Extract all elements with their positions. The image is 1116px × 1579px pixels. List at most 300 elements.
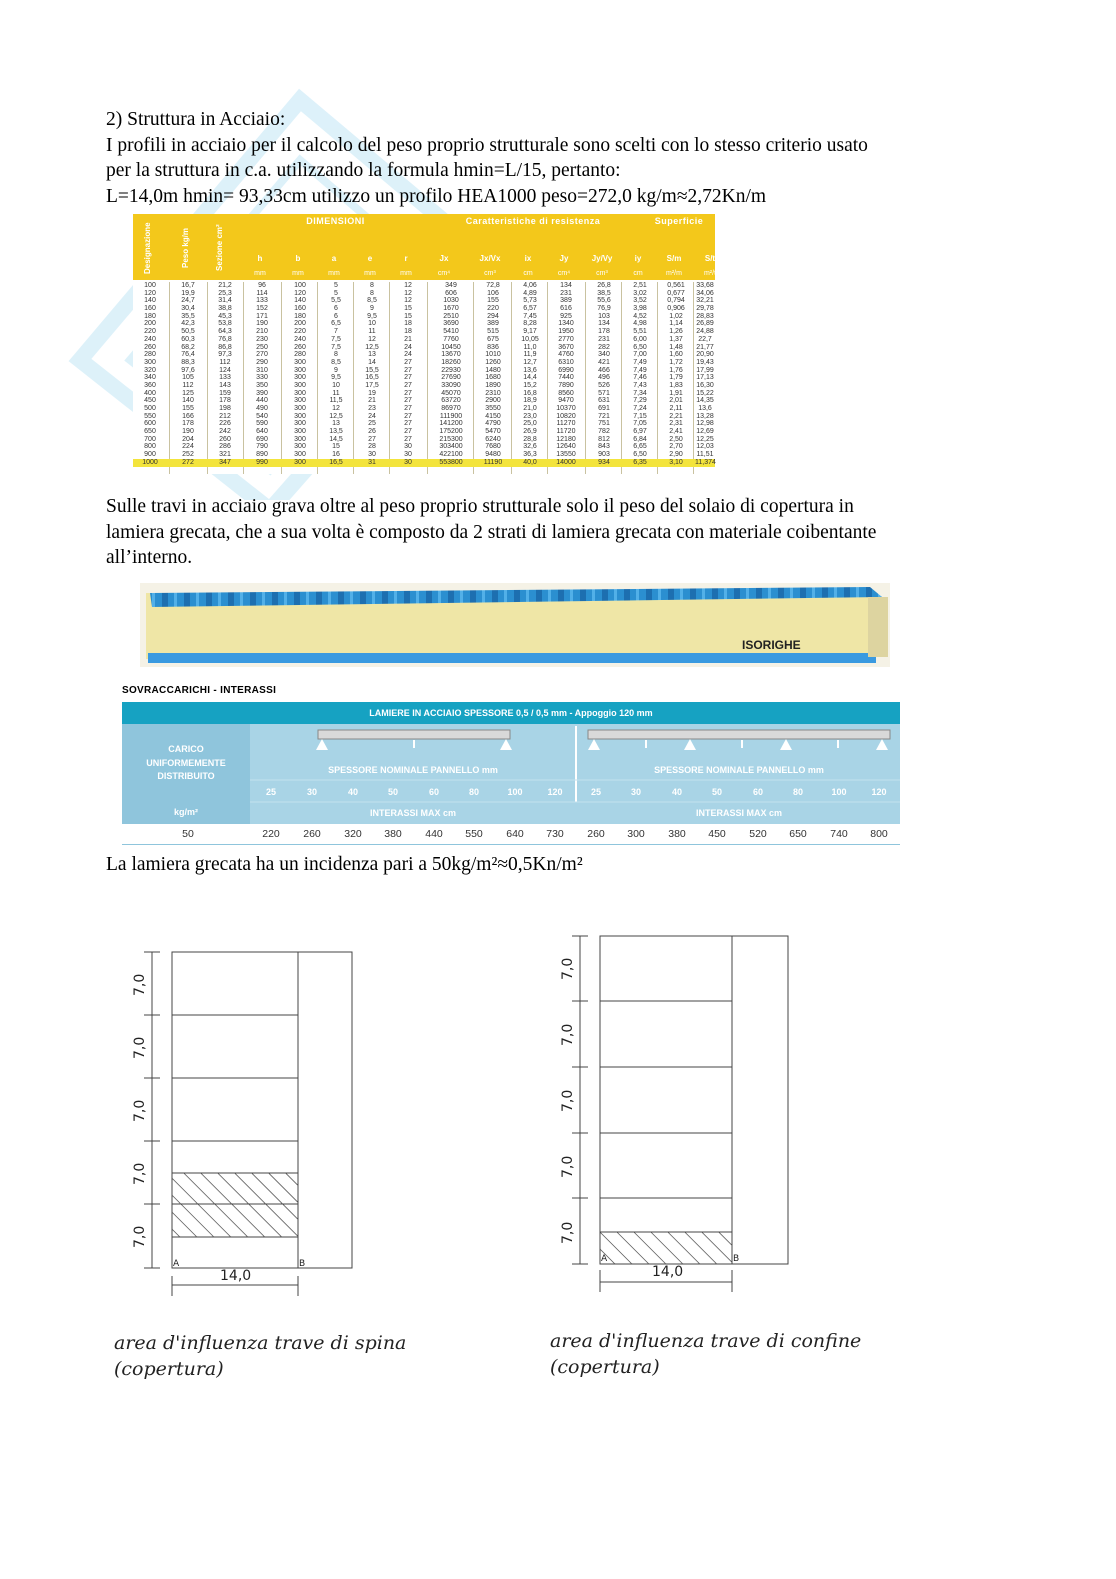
hea-table-cell: 4150 [485,412,501,420]
hea-table-cell: 26 [368,428,376,436]
hea-table-cell: 7,49 [633,358,647,366]
sov-left-label: CARICO [168,744,204,754]
sov-thickness: 100 [831,787,847,797]
para2-line3: all’interno. [106,547,193,569]
influence-drawing-confine [548,926,808,1296]
hea-table-cell: 1480 [485,366,501,374]
hea-column-header: Jy [559,254,569,263]
hea-table-cell: 20,90 [696,351,714,359]
hea-table-cell: 440 [256,397,268,405]
hea-table-cell: 7 [334,328,338,336]
hea-table-cell: 15,5 [365,366,379,374]
hea-table-cell: 106 [487,289,499,297]
hea-table-cell: 1,48 [669,343,683,351]
hea-table-cell: 6,00 [633,335,647,343]
hea-table-cell: 23,0 [523,412,537,420]
hea-table-cell: 1340 [558,320,574,328]
hea-table-cell: 1,14 [669,320,683,328]
dim-label: 7,0 [132,1099,148,1122]
sov-thickness: 80 [468,787,479,797]
hea-table-cell: 42,3 [181,320,195,328]
section-text-2 [106,494,1006,571]
hea-table-cell: 72,8 [486,282,500,289]
hea-table-cell: 2,50 [669,435,683,443]
section-heading: 2) Struttura in Acciaio: [106,109,286,130]
hea-table-cell: 260 [294,343,306,351]
hea-table-cell: 252 [182,451,194,459]
hea-table-cell: 12 [404,289,412,297]
hea-table-cell: 18 [404,320,412,328]
hea-table-cell: 14,35 [696,397,714,405]
para3: La lamiera grecata ha un incidenza pari a 50kg/m²≈0,5Kn/m² [106,854,583,875]
hea-table-cell: 178 [598,328,610,336]
hea-table-cell: 160 [294,305,306,313]
sov-interasse-value: 320 [344,828,362,840]
hea-table-cell: 300 [294,397,306,405]
hea-table-cell: 68,2 [181,343,195,351]
hea-column-header: S/m [666,254,682,263]
hea-table-cell: 6,50 [633,451,647,459]
hea-table-cell: 18,9 [523,397,537,405]
hea-table-cell: 15 [332,443,340,451]
hea-column-header: ix [524,254,532,263]
hea-table-cell: 751 [598,420,610,428]
hea-table-cell: 31,4 [218,297,232,305]
hea-table-cell: 45070 [441,389,461,397]
hea-table-cell: 2,70 [669,443,683,451]
dim-label: 7,0 [560,1221,576,1244]
hea-table-row [133,344,715,352]
hea-table-cell: 800 [144,443,156,451]
sov-interasse-value: 440 [425,828,443,840]
hea-table-cell: 616 [560,305,572,313]
hea-table-row [133,297,715,305]
hea-table-cell: 17,13 [696,374,714,382]
hea-column-unit: cm³ [484,270,496,277]
section-text-3 [106,852,1006,878]
hea-table-row [133,320,715,328]
hea-table-cell: 27 [404,412,412,420]
hea-table-cell: 27 [404,405,412,412]
hea-table-cell: 16,5 [365,374,379,382]
hea-table-cell: 300 [144,358,156,366]
hea-table-cell: 133 [219,374,231,382]
hea-column-header: h [257,254,263,263]
sov-thickness: 30 [306,787,317,797]
hea-table-row [133,390,715,398]
hea-table-cell: 212 [219,412,231,420]
hea-table-cell: 4,89 [523,289,537,297]
sov-thickness: 25 [265,787,276,797]
sov-thickness: 50 [711,787,722,797]
hea-table-cell: 14,5 [329,435,343,443]
para1-line1: I profili in acciaio per il calcolo del peso proprio strutturale sono scelti con lo stesso criterio usato [106,134,868,156]
hea-table-cell: 140 [182,397,194,405]
hea-table-cell: 300 [294,458,306,466]
hea-column-header: b [295,254,301,263]
hea-table-cell: 178 [182,420,194,428]
hea-table-cell: 7,46 [633,374,647,382]
hea-column-header: S/t [704,254,716,263]
hea-table-cell: 1,72 [669,358,683,366]
sov-thickness: 100 [507,787,523,797]
hea-table-cell: 12180 [556,435,576,443]
hea-table-row [133,351,715,359]
hea-table-cell: 300 [294,358,306,366]
hea-table-cell: 152 [256,305,268,313]
hea-table-cell: 7890 [558,381,574,389]
hea-table-row [133,397,715,405]
hea-table-cell: 100 [144,282,156,289]
hea-table-cell: 5 [334,289,338,297]
sov-table-bar: LAMIERE IN ACCIAIO SPESSORE 0,5 / 0,5 mm - Appoggio 120 mm [122,702,900,724]
sov-thickness: 30 [630,787,641,797]
hea-table-cell: 226 [219,420,231,428]
hea-table-cell: 13 [368,351,376,359]
hea-table-cell: 155 [487,297,499,305]
hea-column-header: Jx [439,254,449,263]
hea-table-cell: 321 [219,451,231,459]
dim-label: 7,0 [560,1155,576,1178]
hea-table-cell: 13,6 [698,405,712,412]
hea-column-header: iy [634,254,642,263]
hea-table-row [133,305,715,313]
hea-table-cell: 250 [256,343,268,351]
hea-table-cell: 11 [332,389,340,397]
hea-table-cell: 2510 [443,312,459,320]
hea-table-cell: 13670 [441,351,461,359]
hea-table-cell: 13550 [556,451,576,459]
hea-table-cell: 3550 [485,405,501,412]
sov-thickness: 120 [547,787,563,797]
sov-left-label: UNIFORMEMENTE [146,758,226,768]
sov-interasse-value: 260 [587,828,605,840]
hea-table-cell: 33090 [441,381,461,389]
para1-line2: per la struttura in c.a. utilizzando la formula hmin=L/15, pertanto: [106,160,621,182]
hea-table-cell: 11,374 [695,458,716,466]
hea-table-cell: 7,05 [633,420,647,428]
hea-table-row [133,451,715,459]
hea-table-cell: 3,02 [633,289,647,297]
width-label: 14,0 [220,1268,252,1284]
hea-table-cell: 12,69 [696,428,714,436]
hea-table-cell: 490 [256,405,268,412]
caption-confine [550,1328,861,1380]
hea-table-cell: 30,4 [181,305,195,313]
hea-table-cell: 86,8 [218,343,232,351]
hea-table-cell: 120 [144,289,156,297]
hea-table-cell: 112 [182,381,194,389]
hea-table-cell: 700 [144,435,156,443]
caption-spina [114,1330,406,1382]
hea-table-row [133,436,715,444]
hea-table-cell: 7440 [558,374,574,382]
hea-table-cell: 140 [294,297,306,305]
hea-table-cell: 3,52 [633,297,647,305]
sov-interasse-value: 730 [546,828,564,840]
sov-load-table [122,702,900,846]
hea-table-cell: 450 [144,397,156,405]
hea-group-header: DIMENSIONI [306,216,365,226]
hea-table-cell: 1,79 [669,374,683,382]
hea-table-cell: 27 [404,381,412,389]
hea-side-header: Sezione cm² [215,224,224,272]
hea-table-cell: 180 [144,312,156,320]
hea-table-cell: 166 [182,412,194,420]
hea-table-cell: 76,4 [181,351,195,359]
hea-table-cell: 111900 [439,412,463,420]
hea-table-cell: 1,83 [669,381,683,389]
hea-column-unit: mm [254,270,266,277]
dim-label: 7,0 [132,973,148,996]
hea-table-cell: 38,8 [218,305,232,313]
hea-table-cell: 540 [256,412,268,420]
hea-table-cell: 6310 [558,358,574,366]
hea-table-cell: 15 [404,305,412,313]
hea-table-cell: 903 [598,451,610,459]
hea-table-cell: 12,98 [696,420,714,428]
hea-table-cell: 11,51 [696,451,714,459]
sov-thickness: 50 [387,787,398,797]
hea-table-cell: 8 [370,289,374,297]
hea-table-cell: 112 [219,358,231,366]
hea-column-unit: mm [328,270,340,277]
hea-column-unit: cm⁴ [437,270,451,277]
hea-table-row [133,359,715,367]
hea-table-cell: 260 [219,435,231,443]
hea-table-cell: 231 [560,289,572,297]
hea-table-cell: 14000 [556,458,576,466]
hea-table-cell: 26,89 [696,320,714,328]
hea-table-cell: 300 [294,443,306,451]
hea-table-row [133,443,715,451]
hea-table-cell: 2770 [558,335,574,343]
hea-table-cell: 76,8 [218,335,232,343]
hea-table-row [133,459,715,467]
hea-table-cell: 2,51 [633,282,647,289]
hea-table-cell: 88,3 [181,358,195,366]
hea-table-cell: 190 [182,428,194,436]
hea-table-cell: 360 [144,381,156,389]
hea-table-cell: 10820 [556,412,576,420]
hea-table-cell: 21,0 [523,405,537,412]
hea-table-cell: 17,5 [365,381,379,389]
hea-table-cell: 571 [598,389,610,397]
hea-table-row [133,428,715,436]
hea-table-cell: 25,3 [218,289,232,297]
hea-table-cell: 30 [404,458,412,466]
hea-table-cell: 220 [144,328,156,336]
hea-table-cell: 7,29 [633,397,647,405]
hea-table-cell: 6,50 [633,343,647,351]
hea-table-cell: 11,5 [329,397,343,405]
hea-table-cell: 9 [334,366,338,374]
hea-table-row [133,313,715,321]
hea-table-cell: 6,5 [331,320,341,328]
hea-table-cell: 12,25 [696,435,714,443]
hea-table-cell: 1,91 [669,389,683,397]
hea-table-cell: 13,28 [696,412,714,420]
hea-table-cell: 1670 [443,305,459,313]
hea-table-cell: 240 [144,335,156,343]
hea-table-cell: 10370 [556,405,576,412]
hea-table-row [133,328,715,336]
hea-table-cell: 21,2 [218,282,232,289]
hea-table-cell: 1260 [485,358,501,366]
hea-table-cell: 8,28 [523,320,537,328]
sov-load-value: 50 [182,828,194,840]
hea-table-cell: 27 [404,397,412,405]
hea-table-cell: 650 [144,428,156,436]
hea-table-cell: 1,37 [669,335,683,343]
hea-table-cell: 300 [294,405,306,412]
hea-table-cell: 422100 [439,451,463,459]
hea-table-cell: 180 [294,312,306,320]
sov-thickness: 60 [752,787,763,797]
hea-table-cell: 38,5 [597,289,611,297]
hea-table-cell: 2310 [485,389,501,397]
hea-table-cell: 26,9 [523,428,537,436]
hea-table-cell: 294 [487,312,499,320]
hea-table-cell: 200 [294,320,306,328]
influence-drawing-spina [120,940,380,1310]
hea-table-cell: 300 [294,428,306,436]
hea-table-cell: 36,3 [523,451,537,459]
hea-column-unit: mm [292,270,304,277]
hea-table-cell: 5470 [485,428,501,436]
hea-column-unit: cm [633,270,643,277]
hea-table-cell: 5,5 [331,297,341,305]
hea-table-cell: 63720 [441,397,461,405]
hea-table-cell: 224 [182,443,194,451]
dim-label: 7,0 [560,1089,576,1112]
hea-table-cell: 175200 [439,428,463,436]
hea-side-header: Peso kg/m [181,228,190,269]
hea-table-cell: 8 [334,351,338,359]
hea-table-cell: 27 [404,358,412,366]
caption-line: (copertura) [114,1358,224,1380]
hea-table-cell: 13,6 [523,366,537,374]
hea-table-cell: 19,43 [696,358,714,366]
hea-table-cell: 32,6 [523,443,537,451]
hea-table-cell: 270 [256,351,268,359]
hea-table-cell: 13 [332,420,340,428]
hea-table-cell: 691 [598,405,610,412]
hea-table-cell: 35,5 [181,312,195,320]
caption-line: area d'influenza trave di confine [550,1330,862,1352]
sov-interasse-value: 520 [749,828,767,840]
hea-table-cell: 350 [256,381,268,389]
hea-table-cell: 7,5 [331,335,341,343]
hea-table-cell: 97,6 [181,366,195,374]
hea-table-cell: 12,03 [696,443,714,451]
hea-table-cell: 990 [256,458,268,466]
hea-table-cell: 282 [598,343,610,351]
hea-table-cell: 300 [294,374,306,382]
label-b: B [733,1254,740,1264]
hea-table-cell: 27 [404,389,412,397]
hea-table-cell: 114 [256,289,268,297]
hea-column-unit: cm³ [596,270,608,277]
hea-table-cell: 230 [256,335,268,343]
hea-table-cell: 53,8 [218,320,232,328]
hea-table-cell: 310 [256,366,268,374]
hea-table-cell: 640 [256,428,268,436]
sov-interasse-value: 740 [830,828,848,840]
hea-table-cell: 7,15 [633,412,647,420]
sov-interassi-label: INTERASSI MAX cm [695,808,782,818]
hea-column-unit: cm⁴ [557,270,571,277]
hea-table-cell: 900 [144,451,156,459]
hea-column-header: r [404,254,408,263]
hea-table-cell: 6,57 [523,305,537,313]
hea-table-cell: 27 [404,366,412,374]
hea-table-cell: 9,17 [523,328,537,336]
dim-label: 7,0 [560,957,576,980]
hea-table-cell: 25 [368,420,376,428]
hea-table-cell: 934 [598,458,610,466]
hea-table-cell: 9 [370,305,374,313]
hea-table-cell: 3690 [443,320,459,328]
hea-table-row [133,367,715,375]
hea-table-cell: 1010 [485,351,501,359]
hea-table-cell: 389 [487,320,499,328]
hea-table-cell: 1890 [485,381,501,389]
hea-column-header: Jx/Vx [479,254,501,263]
hea-table-cell: 9480 [485,451,501,459]
sov-thickness: 40 [347,787,358,797]
hea-group-header: Caratteristiche di resistenza [465,216,601,226]
hea-table-cell: 8 [370,282,374,289]
hea-table-cell: 12640 [556,443,576,451]
hea-table-cell: 6240 [485,435,501,443]
para1-line3: L=14,0m hmin= 93,33cm utilizzo un profilo HEA1000 peso=272,0 kg/m≈2,72Kn/m [106,185,767,207]
hea-table-cell: 16,30 [696,381,714,389]
hea-table-cell: 16,5 [329,458,343,466]
hea-column-unit: cm [523,270,533,277]
hea-table-cell: 19,9 [181,289,195,297]
sov-interasse-value: 300 [627,828,645,840]
hea-table-row [133,336,715,344]
hea-table-cell: 340 [144,374,156,382]
hea-table-cell: 7680 [485,443,501,451]
hea-table-cell: 140 [144,297,156,305]
hea-table-cell: 198 [219,405,231,412]
hea-table-cell: 5,73 [523,297,537,305]
hea-table-cell: 1950 [558,328,574,336]
section-text-1 [106,107,1006,209]
hea-table-cell: 8560 [558,389,574,397]
sov-thickness: 120 [871,787,887,797]
hea-table-row [133,405,715,413]
sov-interasse-value: 380 [668,828,686,840]
hea-table-cell: 272 [182,458,194,466]
hea-table-cell: 12,7 [523,358,537,366]
hea-table-cell: 300 [294,381,306,389]
hea-table-cell: 4,98 [633,320,647,328]
hea-table-cell: 7,24 [633,405,647,412]
hea-table-cell: 141200 [439,420,463,428]
caption-line: (copertura) [550,1356,660,1378]
width-label: 14,0 [652,1264,684,1280]
hea-column-header: Jy/Vy [591,254,613,263]
hea-table-cell: 30 [368,451,376,459]
hea-table-cell: 10 [332,381,340,389]
hea-table-cell: 18260 [441,358,461,366]
panel-brand-label: ISORIGHE [742,638,801,652]
hea-table-cell: 2,11 [669,405,683,412]
hea-table-cell: 2,31 [669,420,683,428]
